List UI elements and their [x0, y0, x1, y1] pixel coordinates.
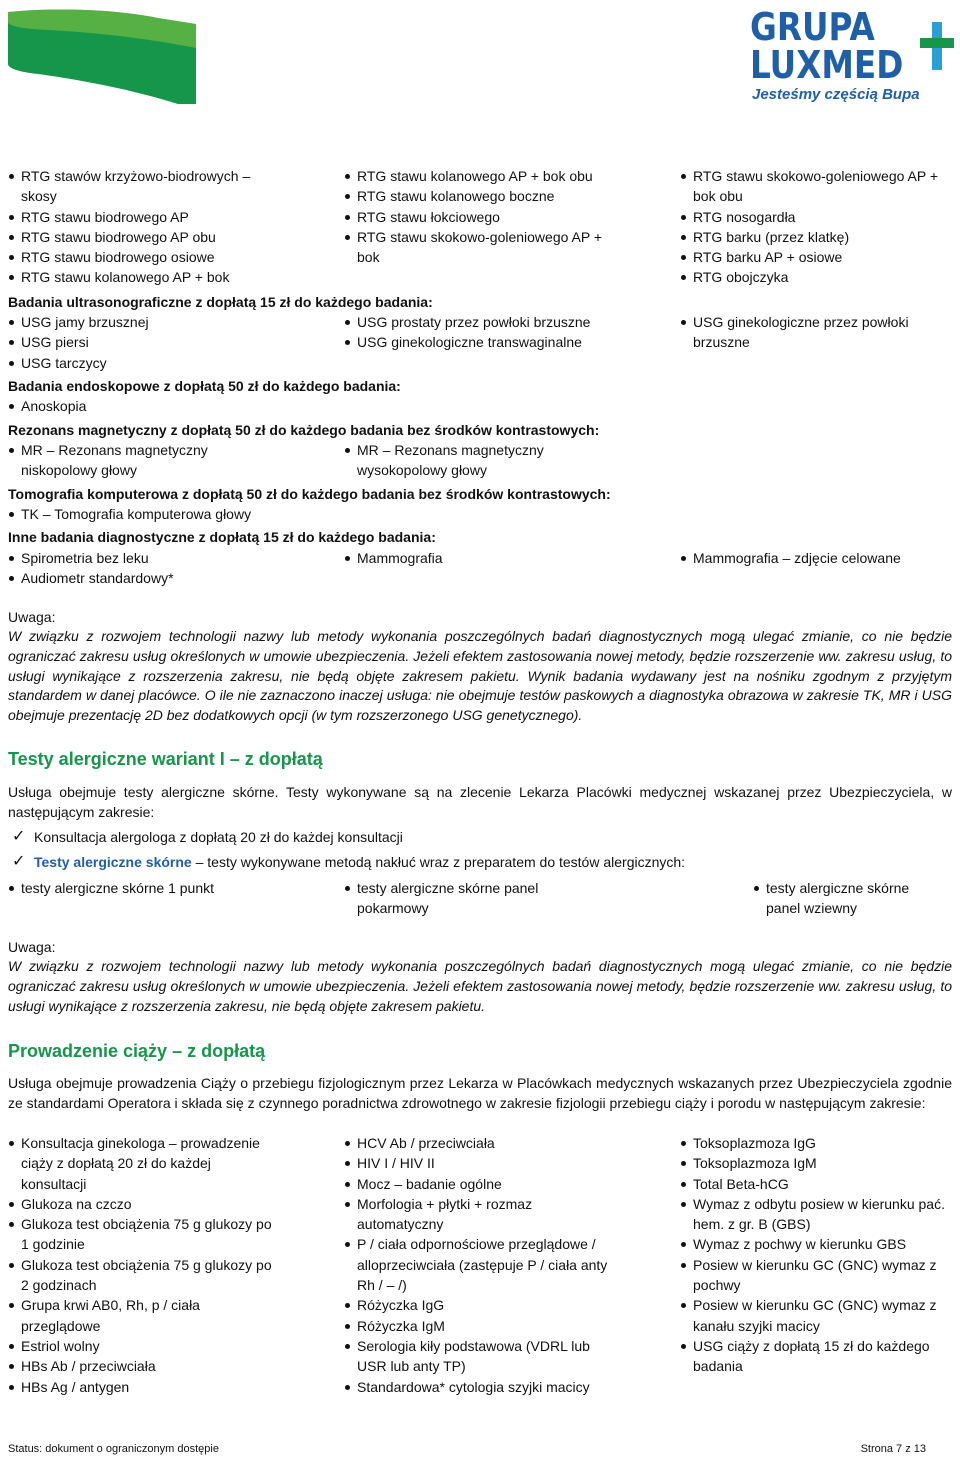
usg-list-col1 [8, 312, 308, 373]
list-item: Posiew w kierunku GC (GNC) wymaz z pochwy [680, 1255, 950, 1296]
list-item: RTG stawu łokciowego [344, 207, 614, 227]
list-item: Grupa krwi AB0, Rh, p / ciała przeglądowe [8, 1295, 276, 1336]
list-item: Konsultacja ginekologa – prowadzenie ciąży z dopłatą 20 zł do każdej konsultacji [8, 1133, 276, 1194]
list-item: RTG obojczyka [680, 267, 950, 287]
allergy-list-col1 [8, 878, 308, 898]
list-item: Serologia kiły podstawowa (VDRL lub USR lub anty TP) [344, 1336, 619, 1377]
list-item: Wymaz z odbytu posiew w kierunku pać. hem. z gr. B (GBS) [680, 1194, 950, 1235]
list-item: Toksoplazmoza IgG [680, 1133, 950, 1153]
rtg-list-col3 [680, 166, 950, 288]
list-item: RTG stawu biodrowego osiowe [8, 247, 268, 267]
list-item: RTG stawu skokowo-goleniowego AP + bok obu [680, 166, 950, 207]
list-item: testy alergiczne skórne panel wziewny [753, 878, 933, 919]
list-item: Wymaz z pochwy w kierunku GBS [680, 1234, 950, 1254]
list-item: Standardowa* cytologia szyjki macicy [344, 1377, 619, 1397]
endo-list-col1 [8, 396, 308, 416]
allergy-check-consultation [8, 827, 403, 847]
list-item: RTG barku (przez klatkę) [680, 227, 950, 247]
list-item: RTG stawu biodrowego AP [8, 207, 268, 227]
uwaga-text-2: W związku z rozwojem technologii nazwy lub metody wykonania poszczególnych badań diagnostycznych mogą ulegać zmianie, co nie będzie ograniczać zakresu usług określonych w umowie ubezpieczenia. Jeżeli efektem zastosowania nowej metody, będzie rozszerzenie ww. zakresu usług, to usługi wynikające z rozszerzenia zakresu, nie będą objęte zakresem pakietu. [8, 958, 952, 1014]
inne-heading: Inne badania diagnostyczne z dopłatą 15 zł do każdego badania: [8, 529, 436, 545]
list-item: Mammografia – zdjęcie celowane [680, 548, 950, 568]
uwaga-label-2: Uwaga: [8, 939, 56, 955]
list-item: USG prostaty przez powłoki brzuszne [344, 312, 644, 332]
list-item: Różyczka IgG [344, 1295, 619, 1315]
rtg-list-col1 [8, 166, 268, 288]
list-item: Różyczka IgM [344, 1316, 619, 1336]
pregnancy-list-col3 [680, 1133, 950, 1377]
tk-heading: Tomografia komputerowa z dopłatą 50 zł do każdego badania bez środków kontrastowych: [8, 486, 611, 502]
list-item: USG ciąży z dopłatą 15 zł do każdego badania [680, 1336, 950, 1377]
luxmed-logo [748, 6, 956, 106]
usg-list-col2 [344, 312, 644, 353]
list-item: Glukoza test obciążenia 75 g glukozy po 1 godzinie [8, 1214, 276, 1255]
allergy-check-tests [8, 852, 685, 872]
list-item: RTG stawów krzyżowo-biodrowych – skosy [8, 166, 268, 207]
endo-heading: Badania endoskopowe z dopłatą 50 zł do każdego badania: [8, 378, 401, 394]
list-item: RTG stawu skokowo-goleniowego AP + bok [344, 227, 614, 268]
list-item: RTG stawu kolanowego boczne [344, 186, 614, 206]
list-item: HBs Ag / antygen [8, 1377, 276, 1397]
inne-list-col1 [8, 548, 308, 589]
logo-line-1: GRUPA [750, 5, 875, 49]
list-item: HBs Ab / przeciwciała [8, 1356, 276, 1376]
list-item: Total Beta-hCG [680, 1174, 950, 1194]
list-item: USG ginekologiczne przez powłoki brzuszne [680, 312, 940, 353]
inne-list-col3 [680, 548, 950, 568]
list-item: HCV Ab / przeciwciała [344, 1133, 619, 1153]
logo-tagline: Jesteśmy częścią Bupa [752, 86, 920, 103]
tk-list-col1 [8, 504, 328, 524]
rtg-list-col2 [344, 166, 614, 267]
usg-list-col3 [680, 312, 940, 353]
list-item: USG ginekologiczne transwaginalne [344, 332, 644, 352]
list-item: USG piersi [8, 332, 308, 352]
list-item: P / ciała odpornościowe przeglądowe / alloprzeciwciała (zastępuje P / ciała anty Rh / – /) [344, 1234, 619, 1295]
pregnancy-list-col2 [344, 1133, 619, 1397]
uwaga-label-1: Uwaga: [8, 609, 56, 625]
list-item: RTG stawu kolanowego AP + bok [8, 267, 268, 287]
list-item: MR – Rezonans magnetyczny niskopolowy głowy [8, 440, 238, 481]
list-item: USG jamy brzusznej [8, 312, 308, 332]
list-item: TK – Tomografia komputerowa głowy [8, 504, 328, 524]
list-item: Toksoplazmoza IgM [680, 1153, 950, 1173]
allergy-intro: Usługa obejmuje testy alergiczne skórne. Testy wykonywane są na zlecenie Lekarza Placówki medycznej wskazanej przez Ubezpieczyciela, w następującym zakresie: [8, 784, 952, 820]
list-item: Posiew w kierunku GC (GNC) wymaz z kanału szyjki macicy [680, 1295, 950, 1336]
pregnancy-section-title: Prowadzenie ciąży – z dopłatą [8, 1041, 266, 1061]
list-item: Mocz – badanie ogólne [344, 1174, 619, 1194]
list-item: testy alergiczne skórne 1 punkt [8, 878, 308, 898]
inne-list-col2 [344, 548, 644, 568]
list-item: USG tarczycy [8, 353, 308, 373]
list-item: Morfologia + płytki + rozmaz automatyczny [344, 1194, 619, 1235]
checkmark-icon: ✓ [12, 853, 26, 870]
list-item: HIV I / HIV II [344, 1153, 619, 1173]
list-item: RTG stawu biodrowego AP obu [8, 227, 268, 247]
document-status: Status: dokument o ograniczonym dostępie [8, 1443, 219, 1455]
list-item: Glukoza test obciążenia 75 g glukozy po 2 godzinach [8, 1255, 276, 1296]
allergy-list-col3 [753, 878, 933, 919]
green-brand-shape [8, 8, 198, 104]
allergy-tests-link: Testy alergiczne skórne [34, 854, 192, 870]
list-item: Mammografia [344, 548, 644, 568]
allergy-tests-text: – testy wykonywane metodą nakłuć wraz z preparatem do testów alergicznych: [191, 854, 686, 870]
allergy-list-col2 [344, 878, 574, 919]
list-item: Audiometr standardowy* [8, 568, 308, 588]
pregnancy-list-col1 [8, 1133, 276, 1397]
checkmark-icon: ✓ [12, 828, 26, 845]
mr-list-col2 [344, 440, 574, 481]
list-item: Spirometria bez leku [8, 548, 308, 568]
list-item: Anoskopia [8, 396, 308, 416]
list-item: MR – Rezonans magnetyczny wysokopolowy głowy [344, 440, 574, 481]
usg-heading: Badania ultrasonograficzne z dopłatą 15 zł do każdego badania: [8, 294, 433, 310]
list-item: RTG nosogardła [680, 207, 950, 227]
uwaga-text-1: W związku z rozwojem technologii nazwy lub metody wykonania poszczególnych badań diagnostycznych mogą ulegać zmianie, co nie będzie ograniczać zakresu usług określonych w umowie ubezpieczenia. Jeżeli efektem zastosowania nowej metody, będzie rozszerzenie ww. zakresu usług, to usługi wynikające z rozszerzenia zakresu, nie będą objęte zakresem pakietu. Wynik badania wydawany jest na nośniku zgodnym z przyjętym standardem w danej placówce. O ile nie zaznaczono inaczej usługa: nie obejmuje testów paskowych a diagnostyka obrazowa w zakresie TK, MR i USG obejmuje prezentację 2D bez dodatkowych opcji (w tym rozszerzonego USG genetycznego). [8, 628, 952, 724]
list-item: Estriol wolny [8, 1336, 276, 1356]
allergy-consultation-text: Konsultacja alergologa z dopłatą 20 zł do każdej konsultacji [34, 829, 403, 845]
mr-list-col1 [8, 440, 238, 481]
list-item: Glukoza na czczo [8, 1194, 276, 1214]
page-number: Strona 7 z 13 [860, 1443, 926, 1455]
list-item: testy alergiczne skórne panel pokarmowy [344, 878, 574, 919]
medical-cross-icon [920, 16, 954, 76]
mr-heading: Rezonans magnetyczny z dopłatą 50 zł do każdego badania bez środków kontrastowych: [8, 422, 600, 438]
pregnancy-intro: Usługa obejmuje prowadzenia Ciąży o przebiegu fizjologicznym przez Lekarza w Placówkach medycznych wskazanych przez Ubezpieczyciela zgodnie ze standardami Operatora i składa się z czynnego poradnictwa zdrowotnego w zakresie fizjologii przebiegu ciąży i porodu w następującym zakresie: [8, 1075, 952, 1111]
allergy-section-title: Testy alergiczne wariant I – z dopłatą [8, 749, 323, 769]
logo-line-2: LUXMED [750, 43, 904, 87]
list-item: RTG barku AP + osiowe [680, 247, 950, 267]
list-item: RTG stawu kolanowego AP + bok obu [344, 166, 614, 186]
